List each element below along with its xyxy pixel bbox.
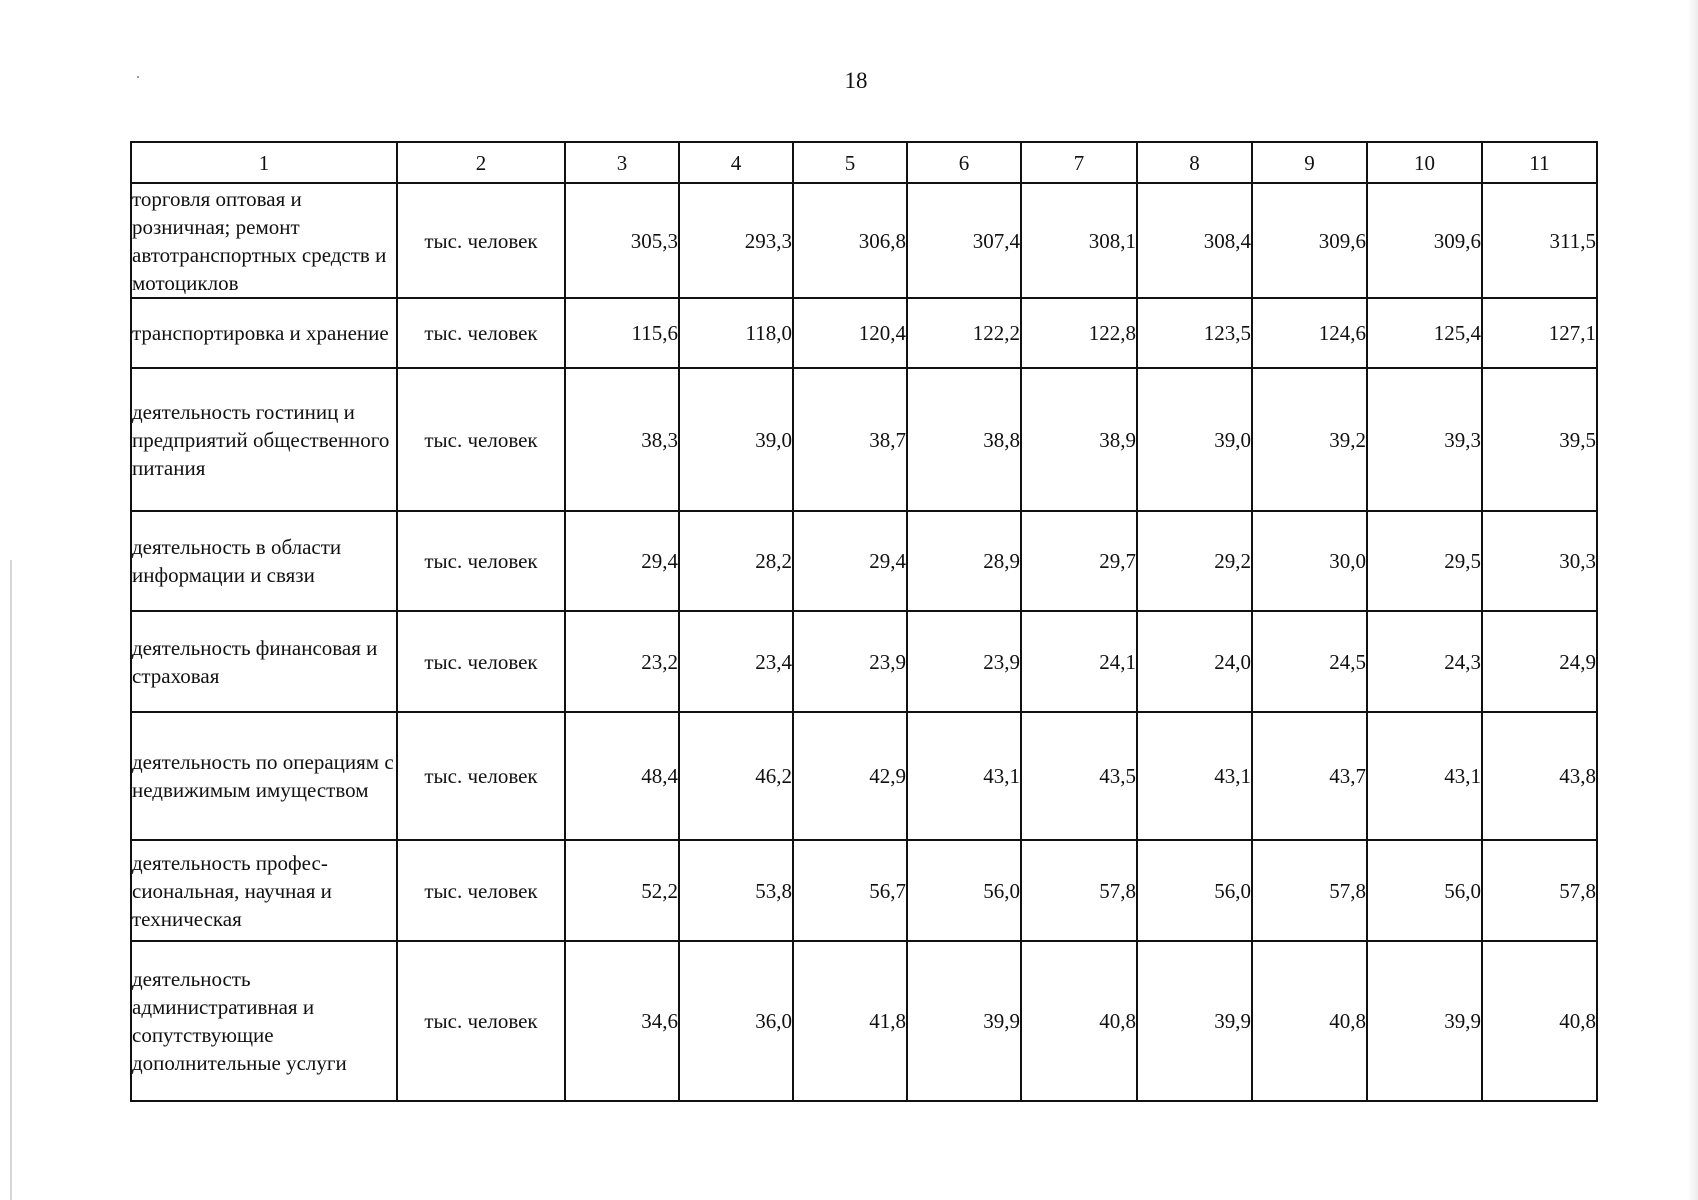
row-value: 38,3	[565, 368, 679, 511]
row-value: 39,3	[1367, 368, 1482, 511]
table-row	[131, 712, 1597, 840]
row-value: 122,8	[1021, 298, 1137, 368]
row-value: 39,0	[1137, 368, 1252, 511]
row-value: 24,1	[1021, 611, 1137, 712]
row-value: 124,6	[1252, 298, 1367, 368]
row-value: 23,9	[907, 611, 1021, 712]
table-row	[131, 368, 1597, 511]
row-value: 57,8	[1252, 840, 1367, 941]
row-value: 122,2	[907, 298, 1021, 368]
row-label: деятельность административная и сопутствующие дополнительные услуги	[131, 941, 397, 1101]
row-value: 52,2	[565, 840, 679, 941]
row-unit: тыс. человек	[397, 183, 565, 298]
row-unit: тыс. человек	[397, 368, 565, 511]
table-row	[131, 840, 1597, 941]
row-value: 53,8	[679, 840, 793, 941]
table-row	[131, 298, 1597, 368]
row-label: транспортировка и хранение	[131, 298, 397, 368]
column-header: 11	[1482, 142, 1597, 183]
employment-table	[130, 141, 1598, 1102]
row-value: 306,8	[793, 183, 907, 298]
row-value: 39,0	[679, 368, 793, 511]
row-unit: тыс. человек	[397, 511, 565, 611]
row-value: 308,4	[1137, 183, 1252, 298]
column-header: 1	[131, 142, 397, 183]
row-value: 311,5	[1482, 183, 1597, 298]
row-value: 43,1	[1137, 712, 1252, 840]
row-unit: тыс. человек	[397, 611, 565, 712]
row-value: 28,2	[679, 511, 793, 611]
row-value: 56,7	[793, 840, 907, 941]
row-value: 43,1	[1367, 712, 1482, 840]
row-value: 115,6	[565, 298, 679, 368]
table-row	[131, 183, 1597, 298]
row-value: 43,7	[1252, 712, 1367, 840]
row-value: 57,8	[1021, 840, 1137, 941]
row-value: 43,1	[907, 712, 1021, 840]
row-label: деятельность по операциям с недвижимым имуществом	[131, 712, 397, 840]
row-value: 29,4	[793, 511, 907, 611]
row-value: 38,7	[793, 368, 907, 511]
row-value: 40,8	[1252, 941, 1367, 1101]
row-value: 23,2	[565, 611, 679, 712]
row-unit: тыс. человек	[397, 298, 565, 368]
row-value: 307,4	[907, 183, 1021, 298]
row-unit: тыс. человек	[397, 712, 565, 840]
row-value: 38,9	[1021, 368, 1137, 511]
row-value: 41,8	[793, 941, 907, 1101]
row-value: 56,0	[907, 840, 1021, 941]
row-value: 39,9	[1367, 941, 1482, 1101]
row-value: 30,3	[1482, 511, 1597, 611]
row-label: деятельность профес-сиональная, научная и техническая	[131, 840, 397, 941]
table-row	[131, 511, 1597, 611]
row-value: 36,0	[679, 941, 793, 1101]
row-value: 309,6	[1367, 183, 1482, 298]
row-value: 39,9	[1137, 941, 1252, 1101]
scan-edge-shadow	[1688, 0, 1698, 1200]
column-header: 7	[1021, 142, 1137, 183]
row-value: 305,3	[565, 183, 679, 298]
row-value: 24,9	[1482, 611, 1597, 712]
column-header: 4	[679, 142, 793, 183]
row-value: 309,6	[1252, 183, 1367, 298]
row-value: 39,5	[1482, 368, 1597, 511]
column-header: 3	[565, 142, 679, 183]
row-value: 30,0	[1252, 511, 1367, 611]
row-value: 38,8	[907, 368, 1021, 511]
row-value: 29,5	[1367, 511, 1482, 611]
row-value: 24,5	[1252, 611, 1367, 712]
column-number-row	[131, 142, 1597, 183]
row-value: 308,1	[1021, 183, 1137, 298]
row-value: 42,9	[793, 712, 907, 840]
row-value: 123,5	[1137, 298, 1252, 368]
row-value: 46,2	[679, 712, 793, 840]
row-label: деятельность в области информации и связи	[131, 511, 397, 611]
row-label: торговля оптовая и розничная; ремонт автотранспортных средств и мотоциклов	[131, 183, 397, 298]
row-value: 43,8	[1482, 712, 1597, 840]
row-value: 24,0	[1137, 611, 1252, 712]
row-value: 40,8	[1021, 941, 1137, 1101]
row-value: 56,0	[1137, 840, 1252, 941]
row-value: 23,4	[679, 611, 793, 712]
row-value: 56,0	[1367, 840, 1482, 941]
scan-margin-line	[10, 560, 12, 1200]
row-value: 28,9	[907, 511, 1021, 611]
row-value: 125,4	[1367, 298, 1482, 368]
row-label: деятельность гостиниц и предприятий общественного питания	[131, 368, 397, 511]
table-row	[131, 941, 1597, 1101]
row-value: 43,5	[1021, 712, 1137, 840]
column-header: 2	[397, 142, 565, 183]
row-unit: тыс. человек	[397, 941, 565, 1101]
row-value: 34,6	[565, 941, 679, 1101]
row-value: 40,8	[1482, 941, 1597, 1101]
column-header: 5	[793, 142, 907, 183]
row-value: 39,2	[1252, 368, 1367, 511]
row-value: 120,4	[793, 298, 907, 368]
row-value: 57,8	[1482, 840, 1597, 941]
page-number: 18	[844, 68, 868, 93]
row-value: 118,0	[679, 298, 793, 368]
row-value: 29,7	[1021, 511, 1137, 611]
column-header: 10	[1367, 142, 1482, 183]
row-value: 48,4	[565, 712, 679, 840]
row-value: 29,2	[1137, 511, 1252, 611]
row-value: 24,3	[1367, 611, 1482, 712]
row-value: 23,9	[793, 611, 907, 712]
row-value: 127,1	[1482, 298, 1597, 368]
table-row	[131, 611, 1597, 712]
row-label: деятельность финансовая и страховая	[131, 611, 397, 712]
row-value: 293,3	[679, 183, 793, 298]
column-header: 9	[1252, 142, 1367, 183]
row-unit: тыс. человек	[397, 840, 565, 941]
row-value: 29,4	[565, 511, 679, 611]
column-header: 6	[907, 142, 1021, 183]
row-value: 39,9	[907, 941, 1021, 1101]
column-header: 8	[1137, 142, 1252, 183]
